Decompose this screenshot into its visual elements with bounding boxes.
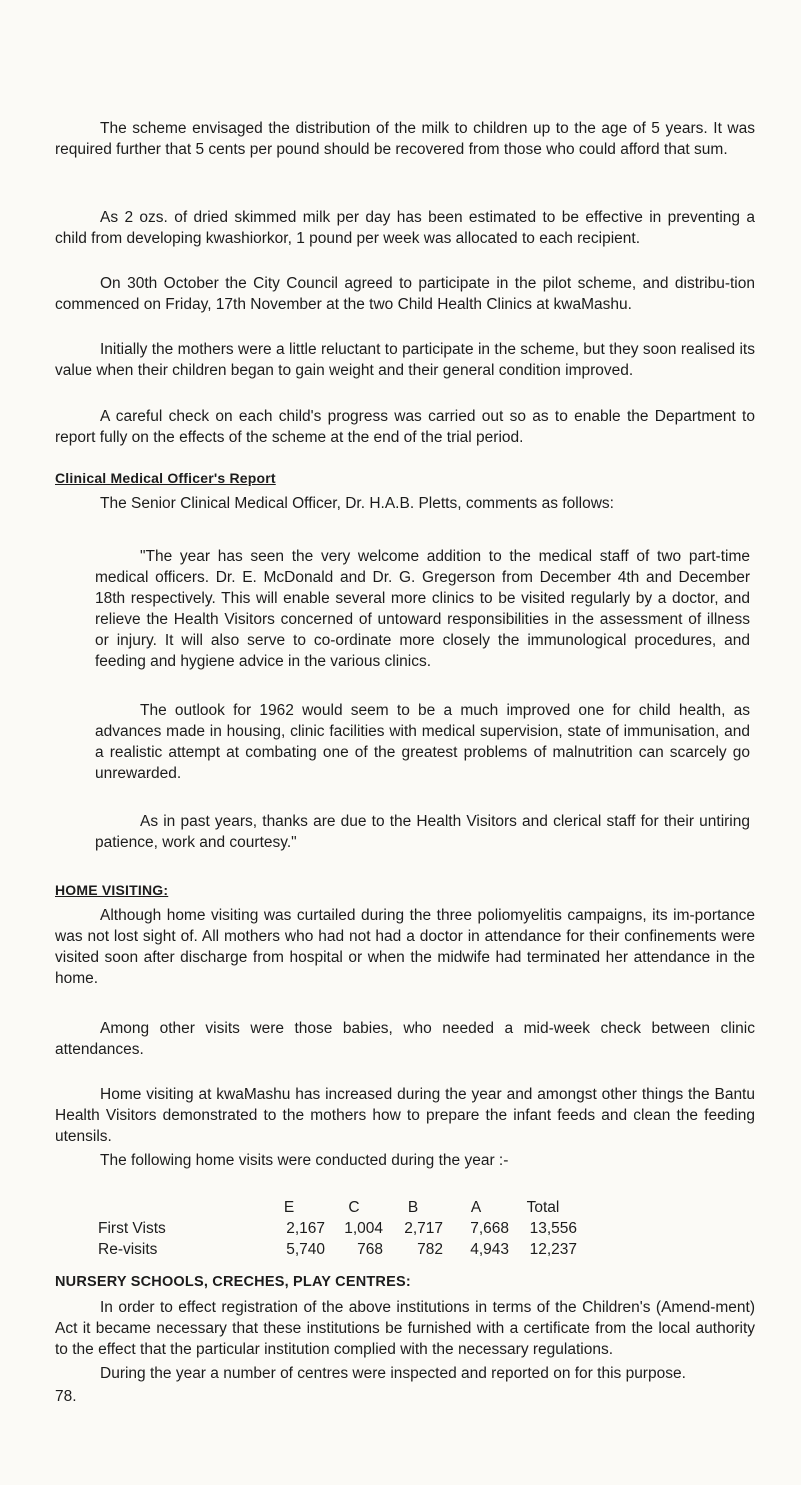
paragraph-centres-inspected: During the year a number of centres were inspected and reported on for this purpose. [100,1365,686,1382]
quote-paragraph-outlook: The outlook for 1962 would seem to be a much improved one for child health, as advances made in housing, clinic facilities with medical supervision, state of immunisation, and a realistic attempt at combating one of the greatest problems of malnutrition can scarcely go unrewarded. [95,702,750,782]
quote-paragraph-staff: "The year has seen the very welcome addition to the medical staff of two part-time medical officers. Dr. E. McDonald and Dr. G. Gregerson from December 4th and December 18th respectively. This will enable several more clinics to be visited regularly by a doctor, and relieve the Health Visitors concerned of untoward responsibilities in the assessment of illness or injury. It will also serve to co-ordinate more closely the immunological procedures, and feeding and hygiene advice in the various clinics. [95,548,750,670]
paragraph-careful-check: A careful check on each child's progress was carried out so as to enable the Department to report fully on the effects of the scheme at the end of the trial period. [55,408,755,446]
home-visits-table [98,1197,577,1260]
column-header: E [283,1199,295,1216]
table-row [98,1239,577,1260]
table-cell: 782 [417,1241,443,1258]
column-header: Total [526,1199,560,1216]
table-cell: 4,943 [470,1241,509,1258]
quote-paragraph-thanks: As in past years, thanks are due to the Health Visitors and clerical staff for their untiring patience, work and courtesy." [95,813,750,851]
column-header: A [470,1199,482,1216]
paragraph-mid-week-check: Among other visits were those babies, who needed a mid-week check between clinic attendances. [55,1020,755,1058]
table-cell: 7,668 [470,1220,509,1237]
table-cell: 2,167 [286,1220,325,1237]
column-header: B [407,1199,419,1216]
paragraph-following-visits: The following home visits were conducted during the year :- [100,1152,509,1169]
paragraph-home-visiting-curtailed: Although home visiting was curtailed during the three poliomyelitis campaigns, its im-portance was not lost sight of. All mothers who had not had a doctor in attendance for their confinements were visited soon after discharge from hospital or when the midwife had terminated her attendance in the home. [55,907,755,987]
column-header: C [348,1199,360,1216]
paragraph-milk-scheme: The scheme envisaged the distribution of the milk to children up to the age of 5 years. It was required further that 5 cents per pound should be recovered from those who could afford that sum. [55,120,755,158]
table-cell: 13,556 [529,1220,577,1237]
heading-clinical-medical-officer: Clinical Medical Officer's Report [55,470,276,486]
table-cell: 768 [357,1241,383,1258]
table-cell: 12,237 [529,1241,577,1258]
row-label: Re-visits [98,1241,158,1258]
paragraph-nursery-registration: In order to effect registration of the above institutions in terms of the Children's (Amend-ment) Act it became necessary that these institutions be furnished with a certificate from the local authority to the effect that the particular institution complied with the necessary regulations. [55,1299,755,1358]
table-cell: 5,740 [286,1241,325,1258]
table-cell: 1,004 [344,1220,383,1237]
table-cell: 2,717 [404,1220,443,1237]
row-label: First Vists [98,1220,166,1237]
page-number: 78. [55,1388,77,1405]
table-row [98,1218,577,1239]
paragraph-mothers-reluctant: Initially the mothers were a little reluctant to participate in the scheme, but they soon realised its value when their children began to gain weight and their general condition improved. [55,341,755,379]
paragraph-dried-milk: As 2 ozs. of dried skimmed milk per day has been estimated to be effective in preventing a child from developing kwashiorkor, 1 pound per week was allocated to each recipient. [55,209,755,247]
heading-home-visiting: HOME VISITING: [55,882,169,898]
table-header-row [98,1197,577,1218]
paragraph-kwamashu-visits: Home visiting at kwaMashu has increased during the year and amongst other things the Bantu Health Visitors demonstrated to the mothers how to prepare the infant feeds and clean the feeding utensils. [55,1086,755,1145]
heading-nursery-schools: NURSERY SCHOOLS, CRECHES, PLAY CENTRES: [55,1274,411,1290]
paragraph-city-council: On 30th October the City Council agreed to participate in the pilot scheme, and distribu-tion commenced on Friday, 17th November at the two Child Health Clinics at kwaMashu. [55,275,755,313]
paragraph-clinical-intro: The Senior Clinical Medical Officer, Dr. H.A.B. Pletts, comments as follows: [100,495,614,512]
